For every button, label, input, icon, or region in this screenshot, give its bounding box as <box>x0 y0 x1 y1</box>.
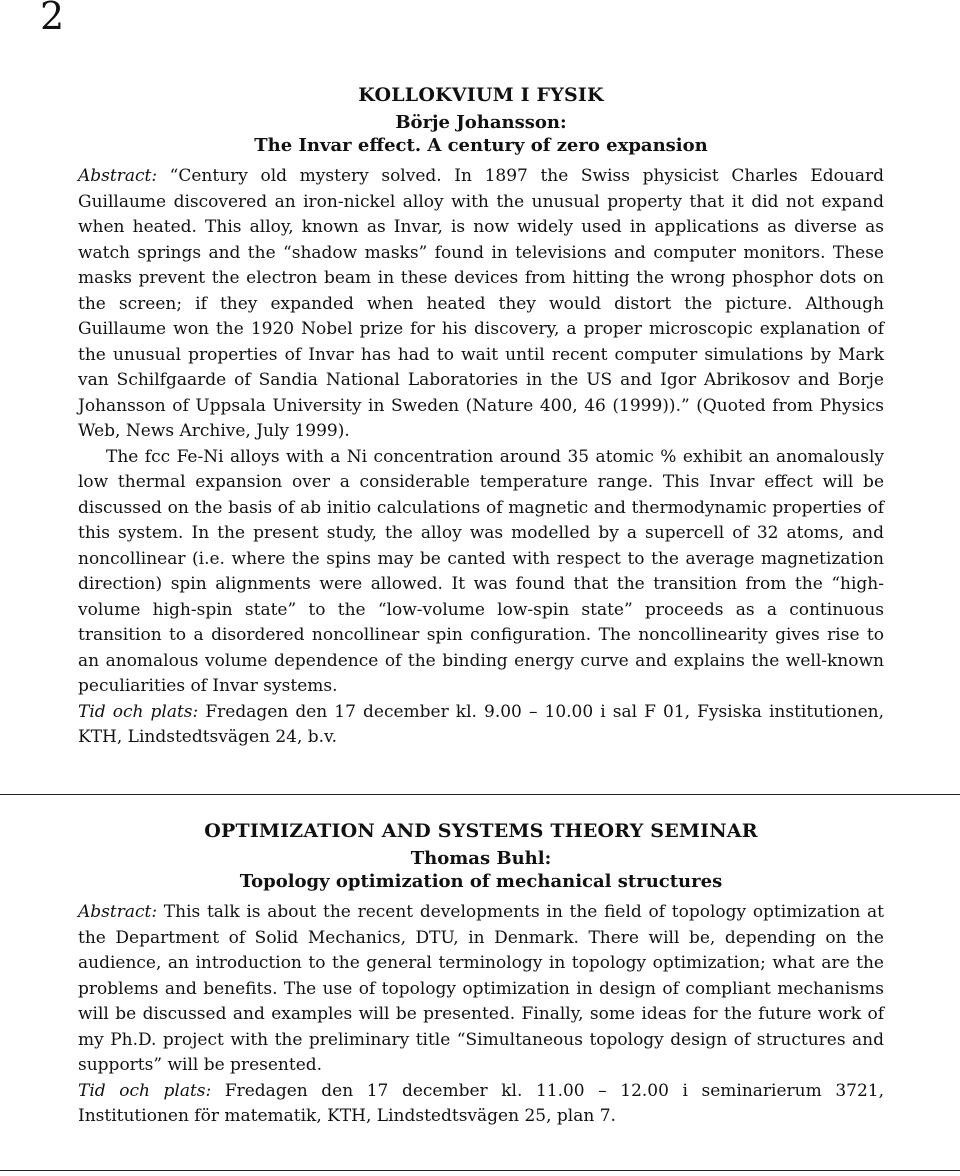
page-number: 2 <box>40 0 65 38</box>
abstract-label: Abstract: <box>78 902 158 922</box>
talk-title: Topology optimization of mechanical structures <box>239 871 723 892</box>
time-place-label: Tid och plats: <box>78 1080 212 1101</box>
talk-title: The Invar effect. A century of zero expansion <box>254 135 708 156</box>
seminar-series-title: OPTIMIZATION AND SYSTEMS THEORY SEMINAR <box>204 820 758 842</box>
seminar-optimization <box>78 820 884 1130</box>
section-divider <box>0 1170 960 1171</box>
speaker-name: Thomas Buhl: <box>410 848 552 869</box>
abstract <box>78 164 884 751</box>
time-place <box>78 1079 884 1130</box>
time-place-label: Tid och plats: <box>78 701 199 722</box>
abstract-paragraph <box>78 900 884 1079</box>
time-place <box>78 700 884 751</box>
time-place-text: Fredagen den 17 december kl. 11.00 – 12.00 i seminarierum 3721, Institutionen för matematik, KTH, Lindstedtsvägen 25, plan 7. <box>78 1080 884 1126</box>
abstract <box>78 900 884 1130</box>
section-divider <box>0 794 960 795</box>
time-place-text: Fredagen den 17 december kl. 9.00 – 10.00 i sal F 01, Fysiska institutionen, KTH, Lindstedtsvägen 24, b.v. <box>78 701 884 747</box>
speaker-name: Börje Johansson: <box>395 112 567 133</box>
abstract-text: “Century old mystery solved. In 1897 the Swiss physicist Charles Edouard Guillaume discovered an iron-nickel alloy with the unusual property that it did not expand when heated. This alloy, known as Invar, is now widely used in applications as diverse as watch springs and the “shadow masks” found in televisions and computer monitors. These masks prevent the electron beam in these devices from hitting the wrong phosphor dots on the screen; if they expanded when heated they would distort the picture. Although Guillaume won the 1920 Nobel prize for his discovery, a proper microscopic explanation of the unusual properties of Invar has had to wait until recent computer simulations by Mark van Schilfgaarde of Sandia National Laboratories in the US and Igor Abrikosov and Borje Johansson of Uppsala University in Sweden (Nature 400, 46 (1999)).” (Quoted from Physics Web, News Archive, July 1999). <box>78 166 884 441</box>
abstract-text: This talk is about the recent developments in the field of topology optimization at the Department of Solid Mechanics, DTU, in Denmark. There will be, depending on the audience, an introduction to the general terminology in topology optimization; what are the problems and benefits. The use of topology optimization in design of compliant mechanisms will be discussed and examples will be presented. Finally, some ideas for the future work of my Ph.D. project with the preliminary title “Simultaneous topology design of structures and supports” will be presented. <box>78 902 884 1075</box>
abstract-label: Abstract: <box>78 166 158 186</box>
abstract-paragraph: The fcc Fe-Ni alloys with a Ni concentration around 35 atomic % exhibit an anomalously low thermal expansion over a considerable temperature range. This Invar effect will be discussed on the basis of ab initio calculations of magnetic and thermodynamic properties of this system. In the present study, the alloy was modelled by a supercell of 32 atoms, and noncollinear (i.e. where the spins may be canted with respect to the average magnetization direction) spin alignments were allowed. It was found that the transition from the “high-volume high-spin state” to the “low-volume low-spin state” proceeds as a continuous transition to a disordered noncollinear spin configuration. The noncollinearity gives rise to an anomalous volume dependence of the binding energy curve and explains the well-known peculiarities of Invar systems. <box>78 446 884 696</box>
seminar-series-title: KOLLOKVIUM I FYSIK <box>358 84 604 106</box>
abstract-paragraph <box>78 164 884 445</box>
seminar-physics-colloquium <box>78 84 884 751</box>
